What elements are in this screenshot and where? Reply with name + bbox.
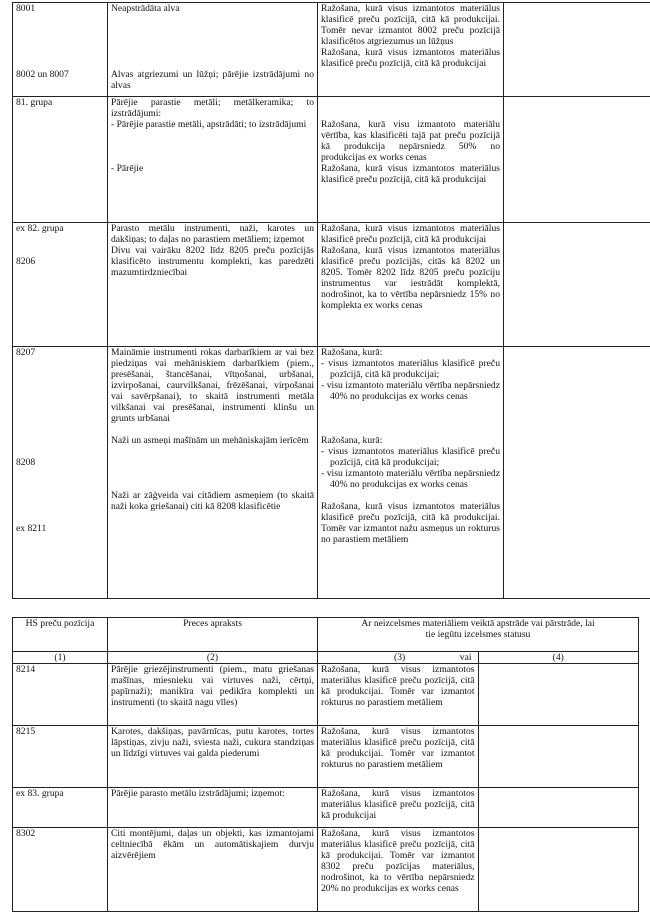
description-subitem: - Pārējie — [111, 163, 144, 174]
hs-code: 81. grupa — [16, 97, 53, 108]
description-text: Maināmie instrumenti rokas darbarīkiem ar vai bez piedziņas vai mehāniskiem darbarīkiem (piem., presēšanai, štancēšanai, vītņošanai, urbšanai, izvirpošanai, caurvilkšanai, frēzēšanai, virpošanai vai savērpšanai), to skaitā instrumenti metāla vilkšanai vai presēšanai, instrumenti klinšu un grunts urbšanai — [111, 347, 314, 424]
hs-code: 8208 — [16, 457, 36, 468]
rule-cell — [318, 3, 504, 97]
table-row — [13, 97, 650, 223]
header-text: Ar neizcelsmes materiāliem veiktā apstrāde vai pārstrāde, lai tie iegūtu izcelsmes statusu — [361, 618, 595, 640]
alt-rule-cell — [478, 726, 639, 788]
rule-intro: Ražošana, kurā: — [321, 347, 383, 358]
header-row — [13, 618, 639, 652]
hs-code: 8215 — [13, 726, 108, 788]
rule-text: Ražošana, kurā visus izmantotos materiālus klasificē preču pozīcijā, citā kā produkcijai. Tomēr var izmantot nažu asmeņus un rokturus no parastiem metāliem — [321, 501, 500, 545]
table-row — [13, 726, 639, 788]
hs-code: ex 83. grupa — [13, 788, 108, 828]
column-number: (4) — [478, 652, 639, 664]
rule-intro: Ražošana, kurā: — [321, 435, 383, 446]
hs-code: ex 82. grupa — [16, 223, 64, 234]
table-row — [13, 3, 650, 97]
hs-code-cell — [13, 3, 108, 97]
alt-rule-cell — [504, 347, 650, 599]
alt-rule-cell — [504, 97, 650, 223]
rule-text: Ražošana, kurā visus izmantotos materiālus klasificē preču pozīcijā, citā kā produkcijai — [321, 163, 500, 185]
description-text: Neapstrādāta alva — [111, 3, 180, 14]
rules-table-2 — [12, 617, 639, 912]
hs-code: 8002 un 8007 — [16, 69, 69, 80]
description-cell — [108, 347, 318, 599]
alt-rule-cell — [478, 828, 639, 912]
description-text: Pārējie parasto metālu izstrādājumi; izņemot: — [108, 788, 318, 828]
description-cell — [108, 223, 318, 347]
description-text: Pārējie griezējinstrumenti (piem., matu griešanas mašīnas, miesnieku vai virtuves naži, cērtņi, papīrnaži); manikīra vai pedikīra komplekti un instrumenti (to skaitā nagu vīles) — [108, 664, 318, 726]
rule-cell — [318, 347, 504, 599]
column-number-row — [13, 652, 639, 664]
description-text: Naži un asmeņi mašīnām un mehāniskajām ierīcēm — [111, 435, 309, 446]
description-cell — [108, 97, 318, 223]
rule-cell — [318, 97, 504, 223]
description-subitem: - Pārējie parastie metāli, apstrādāti; to izstrādājumi — [111, 119, 307, 130]
hs-code-cell — [13, 223, 108, 347]
rule-text: Ražošana, kurā visus izmantotos materiālus klasificē preču pozīcijā, citā kā produkcijai — [318, 788, 479, 828]
alt-rule-cell — [504, 223, 650, 347]
description-text: Divu vai vairāku 8202 līdz 8205 preču pozīcijās klasificēto instrumentu komplekti, kas paredzēti mazumtirdzniecībai — [111, 245, 314, 278]
rule-text: Ražošana, kurā visus izmantotos materiālus klasificē preču pozīcijā, citā kā produkcijai. Tomēr var izmantot rokturus no parastiem metāliem — [318, 664, 479, 726]
header-hs-position — [13, 618, 108, 652]
header-text: Preces apraksts — [183, 618, 242, 629]
or-label: vai — [459, 652, 472, 663]
description-text: Parasto metālu instrumenti, naži, karotes un dakšiņas; to daļas no parastiem metāliem; izņemot — [111, 223, 314, 245]
header-text: HS preču pozīcija — [25, 618, 95, 629]
hs-code: 8206 — [16, 256, 36, 267]
rule-item: - visus izmantotos materiālus klasificē preču pozīcijā, citā kā produkcijai; — [321, 358, 500, 380]
hs-code-cell — [13, 347, 108, 599]
column-number: (3) — [394, 652, 406, 663]
header-processing — [318, 618, 639, 652]
hs-code-cell — [13, 97, 108, 223]
alt-rule-cell — [478, 788, 639, 828]
rule-text: Ražošana, kurā visus izmantotos materiālus klasificē preču pozīcijās, citās kā 8202 un 8205. Tomēr 8202 līdz 8205 preču pozīciju instrumentus var iestrādāt komplektā, nodrošinot, ka to vērtība nepārsniedz 15% no komplekta ex works cenas — [321, 245, 500, 311]
description-text: Pārējie parastie metāli; metālkeramika; to izstrādājumi: — [111, 97, 314, 119]
description-text: Alvas atgriezumi un lūžņi; pārējie izstrādājumi no alvas — [111, 69, 314, 91]
rule-cell — [318, 223, 504, 347]
column-number-cell — [318, 652, 479, 664]
alt-rule-cell — [478, 664, 639, 726]
rule-item: - visu izmantoto materiālu vērtība nepārsniedz 40% no produkcijas ex works cenas — [321, 468, 500, 490]
rule-text: Ražošana, kurā visus izmantotos materiālus klasificē preču pozīcijā, citā kā produkcijai. Tomēr var izmantot rokturus no parastiem metāliem — [318, 726, 479, 788]
description-text: Karotes, dakšiņas, pavārnīcas, putu karotes, tortes lāpstiņas, zivju naži, sviesta naži, cukura standziņas un līdzīgi virtuves vai galda piederumi — [108, 726, 318, 788]
table-row — [13, 828, 639, 912]
header-description — [108, 618, 318, 652]
rule-text: Ražošana, kurā visu izmantoto materiālu vērtība, kas klasificēti tajā pat preču pozīcijā kā produkcija nepārsniedz 50% no produkcijas ex works cenas — [321, 119, 500, 163]
description-text: Citi montējumi, daļas un objekti, kas izmantojami celtniecībā ēkām un automātiskajiem durvju aizvērējiem — [108, 828, 318, 912]
description-text: Naži ar zāģveida vai citādiem asmeņiem (to skaitā naži koka griešanai) citi kā 8208 klasificētie — [111, 490, 314, 512]
table-row — [13, 223, 650, 347]
hs-code: 8207 — [16, 347, 36, 358]
hs-code: ex 8211 — [16, 523, 47, 534]
rules-table-1 — [12, 2, 650, 599]
table-row — [13, 788, 639, 828]
hs-code: 8001 — [16, 3, 36, 14]
column-number: (1) — [13, 652, 108, 664]
alt-rule-cell — [504, 3, 650, 97]
hs-code: 8302 — [13, 828, 108, 912]
rule-item: - visus izmantotos materiālus klasificē preču pozīcijā, citā kā produkcijai; — [321, 446, 500, 468]
rule-text: Ražošana, kurā visus izmantotos materiālus klasificē preču pozīcijā, citā kā produkcijai. Tomēr nevar izmantot 8002 preču pozīcijā klasificētos atgriezumus un lūžņus — [321, 3, 500, 47]
rule-item: - visu izmantoto materiālu vērtība nepārsniedz 40% no produkcijas ex works cenas — [321, 380, 500, 402]
rule-text: Ražošana, kurā visus izmantotos materiālus klasificē preču pozīcijā, citā kā produkcijai — [321, 223, 500, 245]
table-row — [13, 664, 639, 726]
rule-text: Ražošana, kurā visus izmantotos materiālus klasificē preču pozīcijā, citā kā produkcijai — [321, 47, 500, 69]
table-row — [13, 347, 650, 599]
description-cell — [108, 3, 318, 97]
rule-text: Ražošana, kurā visus izmantotos materiālus klasificē preču pozīcijā, citā kā produkcijai. Tomēr var izmantot 8302 preču pozīcijas materiālus, nodrošinot, ka to vērtība nepārsniedz 20% no produkcijas ex works cenas — [318, 828, 479, 912]
column-number: (2) — [108, 652, 318, 664]
hs-code: 8214 — [13, 664, 108, 726]
